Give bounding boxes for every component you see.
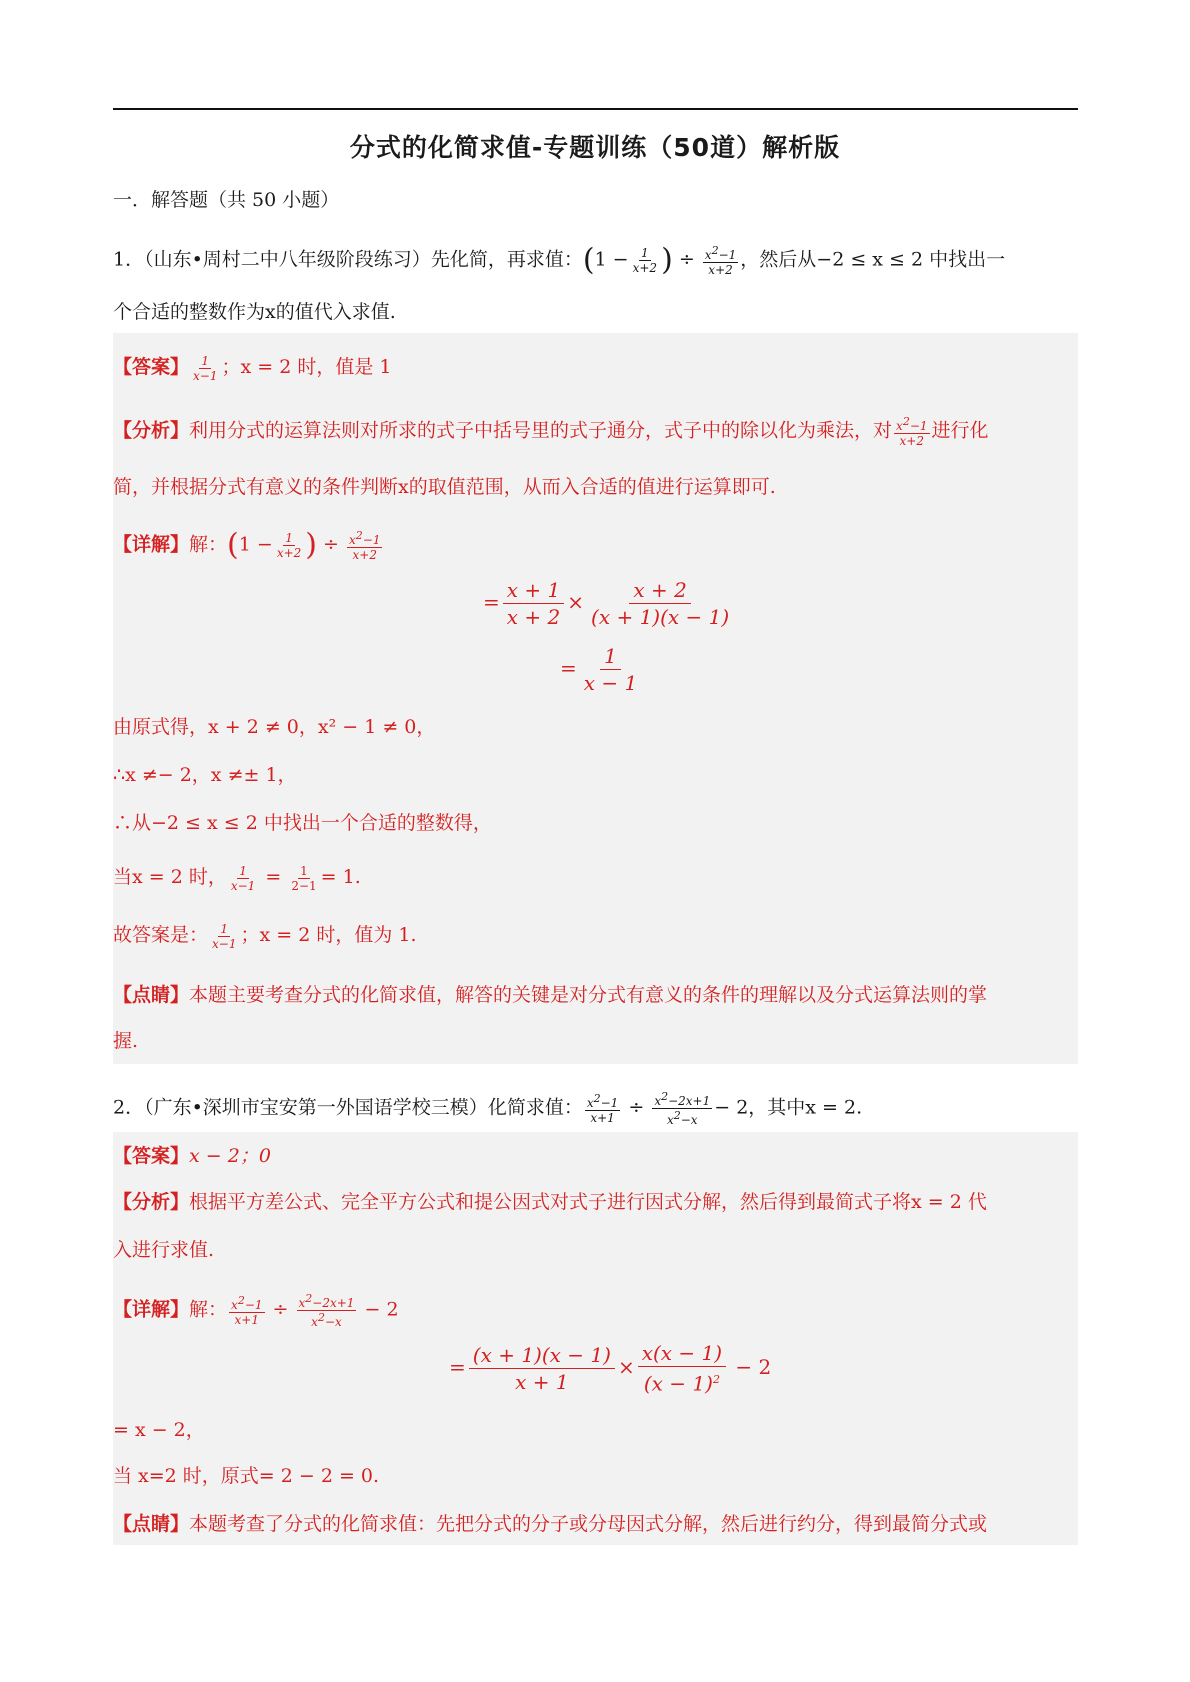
q2-answer-text: x − 2；0: [189, 1145, 271, 1167]
page-title: 分式的化简求值-专题训练（50道）解析版: [349, 133, 841, 162]
q1-cond2: ∴x ≠− 2，x ≠± 1，: [113, 764, 297, 786]
q1-when-line: 当x = 2 时， $\frac{1}{x-1}$ = $\frac{1}{2-1}$ = 1.: [113, 863, 361, 893]
q1-cond3: ∴从−2 ≤ x ≤ 2 中找出一个合适的整数得，: [113, 812, 492, 834]
q1-detail-label: 【详解】: [113, 533, 190, 556]
q1-analysis-frac: $\frac{x^2-1}{x+2}$: [896, 415, 928, 448]
q1-step2: = $\frac{1}{x - 1}$: [560, 644, 638, 695]
q2-step1: = $\frac{(x + 1)(x - 1)}{x + 1}$ × $\frac{x(x - 1)}{(x - 1)^2}$ − 2: [449, 1341, 772, 1396]
q1-source: （山东•周村二中八年级阶段练习）: [144, 248, 431, 271]
q1-cond1: 由原式得，x + 2 ≠ 0，x² − 1 ≠ 0，: [113, 716, 436, 738]
q1-step1: = $\frac{x + 1}{x + 2}$ × $\frac{x + 2}{(x + 1)(x - 1)}$: [483, 578, 730, 629]
q1-stem-line1: 1．（山东•周村二中八年级阶段练习）先化简，再求值：(1 − $\frac{1}{x+2}$ ) ÷ $\frac{x^2-1}{x+2}$ ，然后从−2 ≤ x ≤ 2 中找出一: [113, 242, 1006, 278]
q1-number: 1．: [113, 248, 145, 271]
q1-analysis-line1: 【分析】利用分式的运算法则对所求的式子中括号里的式子通分，式子中的除以化为乘法，对 $\frac{x^2-1}{x+2}$ 进行化: [113, 415, 989, 448]
q2-analysis-line1: 【分析】根据平方差公式、完全平方公式和提公因式对式子进行因式分解，然后得到最简式子将x = 2 代: [113, 1191, 987, 1213]
q2-when-line: 当 x=2 时，原式= 2 − 2 = 0.: [113, 1465, 380, 1487]
header-rule: [113, 108, 1078, 110]
q1-analysis-line2: 简，并根据分式有意义的条件判断x的取值范围，从而入合适的值进行运算即可.: [113, 476, 776, 498]
q1-stem-line2: 个合适的整数作为x的值代入求值.: [113, 301, 396, 323]
q2-solution-box: [113, 1132, 1078, 1545]
q1-answer-frac: $\frac{1}{x-1}$: [193, 353, 218, 383]
q1-text-b: ，然后从−2 ≤ x ≤ 2 中找出一: [740, 248, 1006, 271]
q1-final-line: 故答案是： $\frac{1}{x-1}$ ；x = 2 时，值为 1.: [113, 921, 417, 951]
q1-solution-box: [113, 333, 1078, 1064]
q1-text-a: 先化简，再求值：: [430, 248, 583, 271]
q2-detail-line: 【详解】解： $\frac{x^2-1}{x+1}$ ÷ $\frac{x^2-2x+1}{x^2-x}$ − 2: [113, 1292, 399, 1329]
q1-analysis-label: 【分析】: [113, 419, 190, 442]
q1-expr-paren-close: ): [661, 242, 673, 278]
q1-expr-frac-b: $\frac{x^2-1}{x+2}$: [704, 244, 737, 277]
q1-comment-line1: 【点睛】本题主要考查分式的化简求值，解答的关键是对分式有意义的条件的理解以及分式运算法则的掌: [113, 984, 988, 1006]
q2-number: 2．: [113, 1096, 145, 1119]
q1-answer-line: [113, 353, 391, 383]
q1-expr-frac-a: $\frac{1}{x+2}$: [632, 246, 658, 275]
q2-stem: 2．（广东•深圳市宝安第一外国语学校三模）化简求值： $\frac{x^2-1}{x+1}$ ÷ $\frac{x^2-2x+1}{x^2-x}$ − 2，其中x = 2.: [113, 1090, 863, 1127]
q1-detail-line: 【详解】解：(1 − $\frac{1}{x+2}$ ) ÷ $\frac{x^2-1}{x+2}$: [113, 527, 381, 563]
q1-expr-paren-open: (: [582, 242, 595, 278]
q1-answer-text: ；x = 2 时，值是 1: [221, 356, 392, 378]
q1-answer-label: 【答案】: [113, 356, 190, 378]
section-heading: 一．解答题（共 50 小题）: [113, 189, 340, 211]
q2-comment-line1: 【点睛】本题考查了分式的化简求值：先把分式的分子或分母因式分解，然后进行约分，得到最简分式或: [113, 1513, 988, 1535]
q2-answer-line: 【答案】x − 2；0: [113, 1145, 271, 1167]
q1-comment-line2: 握.: [113, 1030, 139, 1052]
q2-step2: = x − 2，: [113, 1419, 205, 1441]
q2-source: （广东•深圳市宝安第一外国语学校三模）: [144, 1096, 488, 1119]
q2-analysis-line2: 入进行求值.: [113, 1239, 215, 1261]
q1-comment-label: 【点睛】: [113, 984, 190, 1006]
